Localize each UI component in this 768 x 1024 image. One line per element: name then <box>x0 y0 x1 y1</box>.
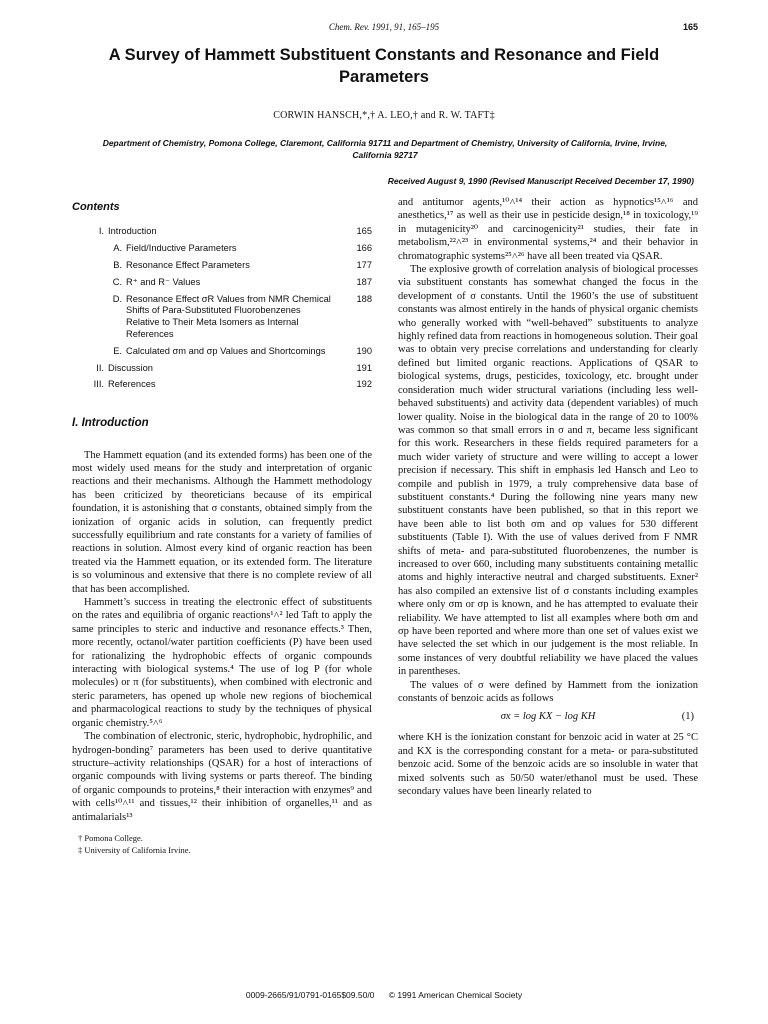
toc-item-number: E. <box>113 345 122 356</box>
article-title: A Survey of Hammett Substituent Constants and Resonance and Field Parameters <box>108 46 660 86</box>
body-paragraph: The values of σ were defined by Hammett from the ionization constants of benzoic acids as follows <box>398 679 698 705</box>
toc-item-page: 191 <box>356 362 372 373</box>
toc-item-number: C. <box>112 276 122 287</box>
toc-item-page: 187 <box>356 276 372 287</box>
toc-item-page: 190 <box>356 345 372 356</box>
toc-item-page: 165 <box>356 226 372 237</box>
toc-item[interactable] <box>72 226 372 238</box>
toc-item-number: A. <box>113 243 122 254</box>
body-paragraph: The combination of electronic, steric, hydrophobic, hydrophilic, and hydrogen-bonding⁷ parameters has been used to derive quantitative structure–activity relationships (QSAR) for a host of interactions of organic compounds with living systems or parts thereof. The binding of organic compounds to proteins,⁸ their interaction with enzymes⁹ and with cells¹⁰˄¹¹ and tissues,¹² their inhibition of organelles,¹¹ and as antimalarials¹³ <box>72 731 372 823</box>
body-paragraph: where KH is the ionization constant for benzoic acid in water at 25 °C and KX is the corresponding constant for a meta- or para-substituted benzoic acid. Some of the benzoic acids are so insoluble in water that mixed solvents such as 50/50 water/ethanol must be used. These secondary values have been linearly related to <box>398 732 698 798</box>
toc-item-label: Field/Inductive Parameters <box>126 243 237 254</box>
contents-heading: Contents <box>72 201 120 213</box>
toc-item[interactable] <box>72 277 372 289</box>
toc-item[interactable] <box>72 346 372 358</box>
footnotes <box>72 832 372 856</box>
right-column <box>398 196 698 798</box>
toc-item[interactable] <box>72 294 372 341</box>
toc-item-label: Resonance Effect σR Values from NMR Chemical Shifts of Para-Substituted Fluorobenzenes Relative to Their Meta Isomers as Internal References <box>126 293 331 339</box>
toc-item-label: R⁺ and R⁻ Values <box>126 276 201 287</box>
section-heading: I. Introduction <box>72 417 149 430</box>
footnote: ‡ University of California Irvine. <box>78 844 191 855</box>
footnote: † Pomona College. <box>78 832 143 843</box>
equation-text: σx = log KX − log KH <box>500 711 596 723</box>
toc-item[interactable] <box>72 379 372 391</box>
toc-item[interactable] <box>72 260 372 272</box>
toc-item-number: I. <box>98 226 104 237</box>
page-footer <box>0 990 768 1000</box>
doc-code: 0009-2665/91/0791-0165$09.50/0 <box>245 990 375 1000</box>
toc-item-label: References <box>108 379 156 390</box>
toc-item-label: Discussion <box>108 362 153 373</box>
toc-item[interactable] <box>72 363 372 375</box>
toc-item-page: 188 <box>356 293 372 304</box>
toc-item-label: Resonance Effect Parameters <box>126 260 250 270</box>
running-head <box>0 22 768 32</box>
equation-number: (1) <box>681 711 694 723</box>
body-paragraph: The Hammett equation (and its extended forms) has been one of the most widely used means for the study and interpretation of organic reactions and their mechanisms. Although the Hammett methodology has been criticized by theoreticians because of its empirical foundation, it is astonishing that σ constants, obtained simply from the ionization of organic acids in solution, can frequently predict successfully equilibrium and rate constants for a variety of families of reactions in solution. Almost every kind of organic reaction has been treated via the Hammett equation, or its extended form. The literature is so voluminous and extensive that there is no complete review of all that has been accomplished. <box>72 449 372 595</box>
copyright: © 1991 American Chemical Society <box>388 990 523 1000</box>
toc-item-page: 166 <box>356 243 372 254</box>
toc-item[interactable] <box>72 243 372 255</box>
left-column <box>72 196 372 856</box>
toc-item-label: Calculated σm and σp Values and Shortcomings <box>126 345 326 356</box>
journal-citation: Chem. Rev. 1991, 91, 165–195 <box>328 22 440 32</box>
toc-item-page: 192 <box>356 379 372 390</box>
toc-item-label: Introduction <box>108 226 157 237</box>
received-dates: Received August 9, 1990 (Revised Manuscript Received December 17, 1990) <box>387 176 694 186</box>
affiliation: Department of Chemistry, Pomona College, Claremont, California 91711 and Department of Chemistry, University of California, Irvine, Irvine, California 92717 <box>102 138 668 160</box>
table-of-contents <box>72 226 372 391</box>
toc-item-number: II. <box>96 362 104 373</box>
body-paragraph: and antitumor agents,¹⁰˄¹⁴ their action as hypnotics¹⁵˄¹⁶ and anesthetics,¹⁷ as well as their use in pesticide design,¹⁸ in toxicology,¹⁹ in mutagenicity²⁰ and carcinogenicity²¹ studies, their fate in metabolism,²²˄²³ in environmental systems,²⁴ and their behavior in chromatographic systems²⁵˄²⁶ have all been treated via QSAR. <box>398 197 698 262</box>
toc-item-number: III. <box>93 379 104 390</box>
toc-item-number: B. <box>113 260 122 270</box>
equation <box>398 709 698 725</box>
authors: CORWIN HANSCH,*,† A. LEO,† and R. W. TAFT‡ <box>273 110 495 121</box>
page-number: 165 <box>682 22 698 32</box>
toc-item-number: D. <box>112 293 122 304</box>
body-paragraph: The explosive growth of correlation analysis of biological processes via substituent constants has somewhat changed the focus in the development of σ constants. Until the 1960’s the use of substituent constants was almost entirely in the hands of physical organic chemists who generally worked with “well-behaved” substituents to analyze highly refined data from reactions in homogeneous solution. Their goal was to obtain very precise correlations and understanding for clearly defined but limited organic reactions. Applications of QSAR to biological systems, drugs, pesticides, toxicology, etc. brought under consideration much wider structural variations (including less well-behaved substituents) and activity data (dependent variables) of much lower quality. Noise in the biological data in the range of 20 to 100% was common so that small errors in σ and π, became less significant for this work. Researchers in these fields required parameters for a much wider variety of structure and were willing to accept a lower precision if necessary. This shift in emphasis led Hansch and Leo to compile and publish in 1979, a truly comprehensive data base of substituent constants.⁴ During the following nine years many new substituent constants have been published, so that in this report we have been able to list both σm and σp values for 530 different substituents (Table I). With the use of values derived from F NMR shifts of meta- and para-substituted fluorobenzenes, the number is increased to over 660, including many substituents containing metallic atoms and highly interactive neutral and charged substituents. Exner² has also compiled an extensive list of σ constants including examples where only σm or σp is known, and he has attempted to evaluate their reliability. We have attempted to list all examples where both σm and σp have been reported and where more than one set of values exist we have selected the set which in our judgement is the most reliable. In some instances of very doubtful reliability we have placed the values in parentheses. <box>398 264 698 678</box>
toc-item-page: 177 <box>356 260 372 270</box>
body-paragraph: Hammett’s success in treating the electronic effect of substituents on the rates and equilibria of organic reactions¹˄² led Taft to apply the same principles to steric and inductive and resonance effects.³ Then, more recently, octanol/water partition coefficients (P) have been used for rationalizing the hydrophobic effects of organic compounds interacting with biological systems.⁴ The use of log P (for whole molecules) or π (for substituents), when combined with electronic and steric parameters, has opened up whole new regions of biochemical and pharmacological reactions to study by the techniques of physical organic chemistry.⁵˄⁶ <box>72 597 372 729</box>
